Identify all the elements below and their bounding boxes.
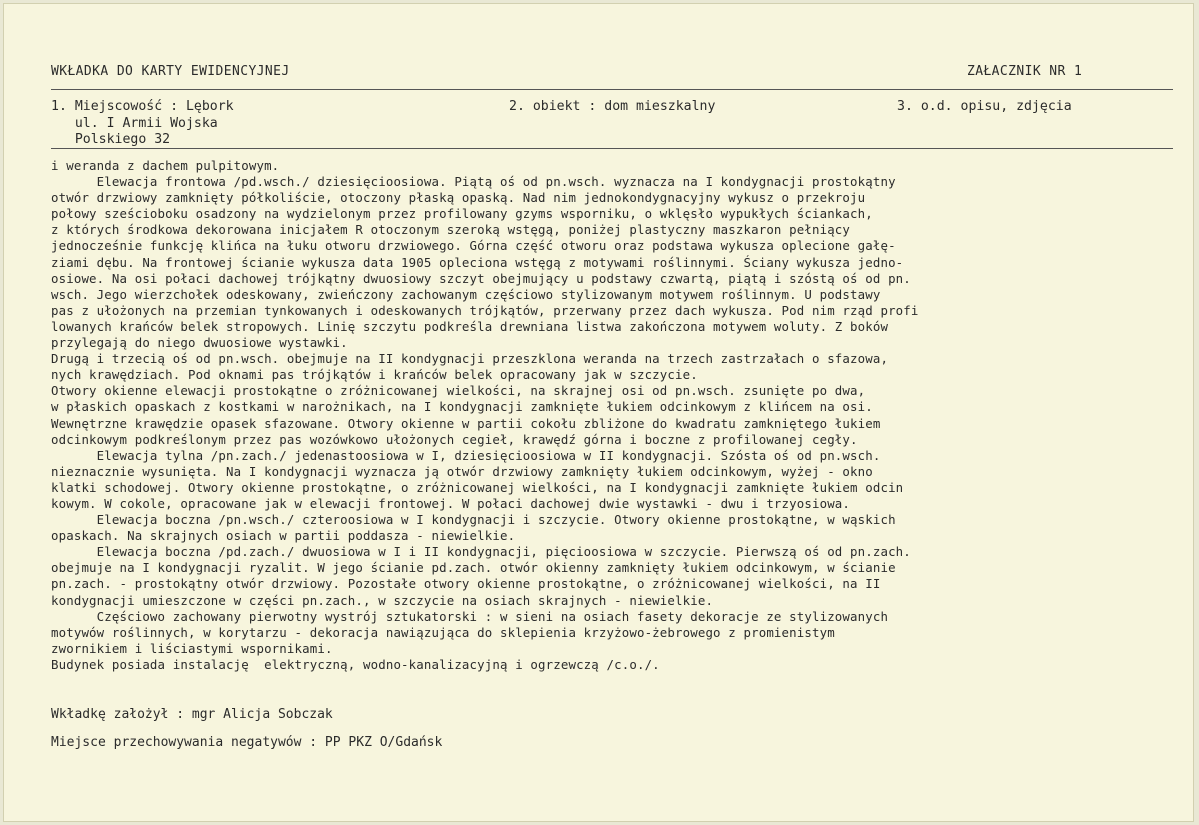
description-line: Otwory okienne elewacji prostokątne o zróżnicowanej wielkości, na skrajnej osi od pn.wsch. zsunięte po dwa, xyxy=(51,383,866,399)
location-line-2: ul. I Armii Wojska xyxy=(51,115,218,131)
description-line: pas z ułożonych na przemian tynkowanych i odeskowanych trójkątów, przerwany przez dach wykusza. Pod nim rząd profi xyxy=(51,302,919,318)
record-card-insert xyxy=(3,3,1194,822)
description-line: odcinkowym podkreślonym przez pas wozówkowo ułożonych cegieł, krawędź górna i boczne z profilowanej cegły. xyxy=(51,431,858,447)
description-line: w płaskich opaskach z kostkami w narożnikach, na I kondygnacji zamknięte łukiem odcinkowym z klińcem na osi. xyxy=(51,399,873,415)
description-line: opaskach. Na skrajnych osiach w partii poddasza - niewielkie. xyxy=(51,528,516,544)
description-line: połowy sześcioboku osadzony na wydzielonym przez profilowany gzyms wsporniku, o wklęsło wypukłych ściankach, xyxy=(51,206,873,222)
description-line: nych krawędziach. Pod oknami pas trójkątów i krańców belek opracowany jak w szczycie. xyxy=(51,367,698,383)
description-line: z których środkowa dekorowana inicjałem R otoczonym szeroką wstęgą, poniżej plastyczny maszkaron pełniący xyxy=(51,222,851,238)
attachment-number: ZAŁACZNIK NR 1 xyxy=(967,64,1083,79)
author-line: Wkładkę założył : mgr Alicja Sobczak xyxy=(51,707,333,722)
fields-rule xyxy=(51,148,1173,149)
location-line-3: Polskiego 32 xyxy=(51,132,171,147)
description-line: przylegają do niego dwuosiowe wystawki. xyxy=(51,335,348,351)
description-line: pn.zach. - prostokątny otwór drzwiowy. Pozostałe otwory okienne prostokątne, o zróżnicowanej wielkości, na II xyxy=(51,576,881,592)
description-line: motywów roślinnych, w korytarzu - dekoracja nawiązująca do sklepienia krzyżowo-żebrowego z promienistym xyxy=(51,624,835,640)
location-field xyxy=(51,99,234,149)
description-line: klatki schodowej. Otwory okienne prostokątne, o zróżnicowanej wielkości, na I kondygnacji zamknięte łukiem odcin xyxy=(51,479,904,495)
description-text xyxy=(51,158,1194,673)
description-line: Elewacja boczna /pn.wsch./ czteroosiowa w I kondygnacji i szczycie. Otwory okienne prostokątne, w wąskich xyxy=(51,512,896,528)
description-line: Elewacja tylna /pn.zach./ jedenastoosiowa w I, dziesięcioosiowa w II kondygnacji. Szósta oś od pn.wsch. xyxy=(51,447,881,463)
description-line: i weranda z dachem pulpitowym. xyxy=(51,158,280,173)
description-line: obejmuje na I kondygnacji ryzalit. W jego ścianie pd.zach. otwór okienny zamknięty łukiem odcinkowym, w ścianie xyxy=(51,560,896,576)
continuation-field: 3. o.d. opisu, zdjęcia xyxy=(897,99,1072,114)
card-title: WKŁADKA DO KARTY EWIDENCYJNEJ xyxy=(51,64,290,79)
description-line: wsch. Jego wierzchołek odeskowany, zwieńczony zachowanym częściowo stylizowanym motywem roślinnym. U podstawy xyxy=(51,286,881,302)
description-line: Elewacja boczna /pd.zach./ dwuosiowa w I i II kondygnacji, pięcioosiowa w szczycie. Pierwszą oś od pn.zach. xyxy=(51,544,911,560)
description-line: Elewacja frontowa /pd.wsch./ dziesięcioosiowa. Piątą oś od pn.wsch. wyznacza na I kondygnacji prostokątny xyxy=(51,174,896,190)
description-line: kondygnacji umieszczone w części pn.zach., w szczycie na osiach skrajnych - niewielkie. xyxy=(51,592,714,608)
description-line: ziami dębu. Na frontowej ścianie wykusza data 1905 opleciona wstęgą z motywami roślinnymi. Ściany wykusza jedno- xyxy=(51,254,904,270)
description-line: kowym. W cokole, opracowane jak w elewacji frontowej. W połaci dachowej dwie wystawki - dwu i trzyosiowa. xyxy=(51,495,851,511)
negatives-storage-line: Miejsce przechowywania negatywów : PP PKZ O/Gdańsk xyxy=(51,735,443,750)
description-line: Częściowo zachowany pierwotny wystrój sztukatorski : w sieni na osiach fasety dekoracje ze stylizowanych xyxy=(51,608,889,624)
description-line: Budynek posiada instalację elektryczną, wodno-kanalizacyjną i ogrzewczą /c.o./. xyxy=(51,656,660,672)
description-line: jednocześnie funkcję klińca na łuku otworu drzwiowego. Górna część otworu oraz podstawa wykusza oplecione gałę- xyxy=(51,238,896,254)
description-line: nieznacznie wysunięta. Na I kondygnacji wyznacza ją otwór drzwiowy zamknięty łukiem odcinkowym, wyżej - okno xyxy=(51,463,873,479)
description-line: otwór drzwiowy zamknięty półkoliście, otoczony płaską opaską. Nad nim jednokondygnacyjny wykusz o przekroju xyxy=(51,190,866,206)
description-line: zwornikiem i liściastymi wspornikami. xyxy=(51,640,333,656)
location-line-1: 1. Miejscowość : Lębork xyxy=(51,99,234,114)
description-line: Drugą i trzecią oś od pn.wsch. obejmuje na II kondygnacji przeszklona weranda na trzech zastrzałach o sfazowa, xyxy=(51,351,889,367)
description-line: osiowe. Na osi połaci dachowej trójkątny dwuosiowy szczyt obejmujący u podstawy czwartą, piątą i szóstą oś od pn. xyxy=(51,270,911,286)
description-line: lowanych krańców belek stropowych. Linię szczytu podkreśla drewniana listwa zakończona motywem woluty. Z boków xyxy=(51,318,889,334)
header-rule xyxy=(51,89,1173,90)
object-field: 2. obiekt : dom mieszkalny xyxy=(509,99,716,114)
description-line: Wewnętrzne krawędzie opasek sfazowane. Otwory okienne w partii cokołu zbliżone do kwadratu zamkniętego łukiem xyxy=(51,415,881,431)
